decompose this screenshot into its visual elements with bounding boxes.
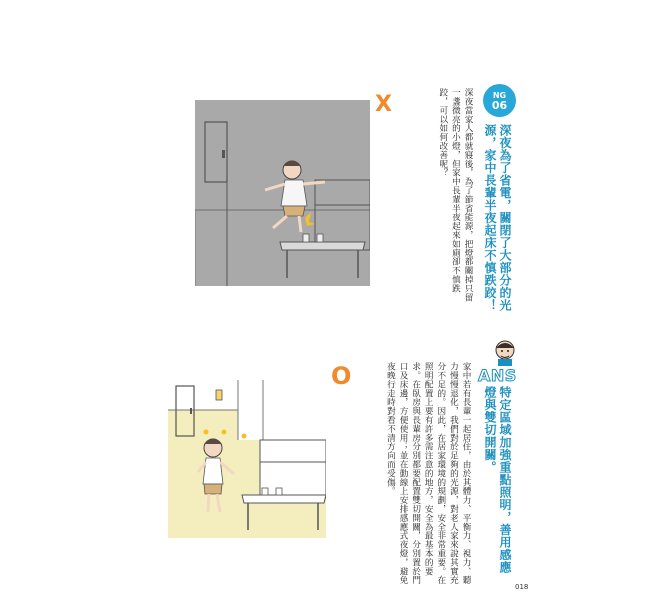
ng-body-text: 深夜當家人都就寢後，為了節省能源，把燈都關掉只留一盞微亮的小燈，但家中長輩半夜起來如廁卻不慎跌跤，可以如何改善呢？ xyxy=(437,88,473,302)
right-mark: O xyxy=(331,362,352,390)
dark-room-drawing xyxy=(195,100,370,286)
ans-character-icon xyxy=(492,338,518,366)
ng-headline: 深夜為了省電，關閉了大部分的光源，家中長輩半夜起床不慎跌跤！ xyxy=(483,124,512,312)
ans-label: ANS xyxy=(478,366,517,385)
dark-room-illustration xyxy=(195,100,370,286)
ng-badge-number: 06 xyxy=(491,98,508,112)
lit-room-illustration xyxy=(168,380,326,538)
ans-body-text: 家中若有長輩一起居住，由於其體力、平衡力、視力、聽力慢慢退化，我們對於足夠的光源，對老人家來說其實充分不足的。因此，在居家環境的規劃，安全非常重要。在照明配置上要有許多需注意的地方，安全為最基本的要求。在臥房與長輩房分別都要配置雙切開關，分別置於門口及床邊，方便使用；並在動線上安排感應式夜燈，避免夜晚行走時對看不清方向而受傷。 xyxy=(385,362,471,585)
wrong-mark: X xyxy=(375,92,392,117)
ans-headline: 特定區域加強重點照明，善用感應燈與雙切開關。 xyxy=(483,386,512,574)
ng-badge xyxy=(483,84,516,117)
lit-room-drawing xyxy=(168,380,326,538)
page-number: 018 xyxy=(515,583,529,591)
ng-badge-prefix: NG xyxy=(492,90,507,100)
